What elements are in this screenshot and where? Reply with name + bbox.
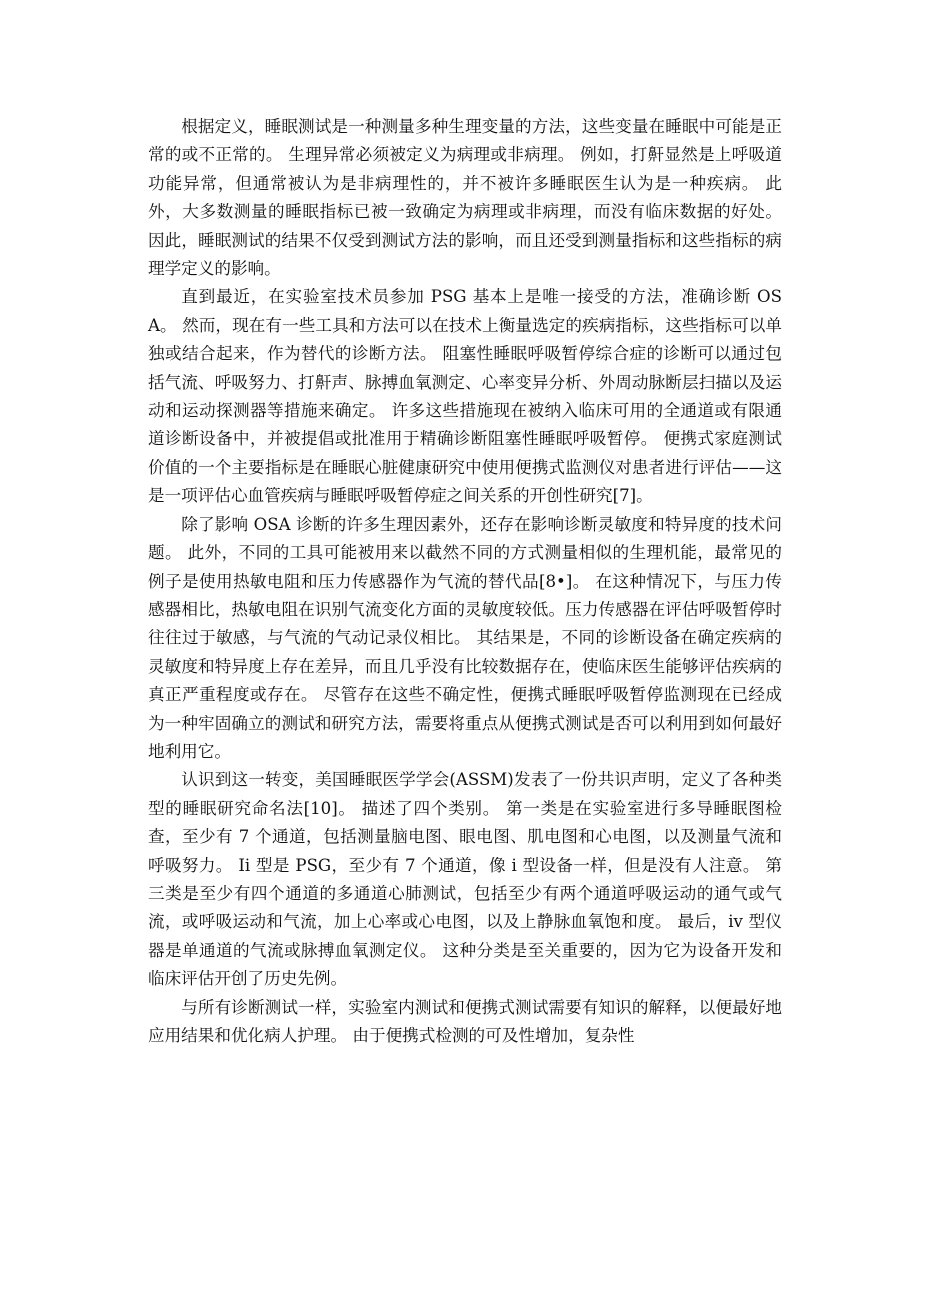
paragraph-5: 与所有诊断测试一样，实验室内测试和便携式测试需要有知识的解释，以便最好地应用结果和优化病人护理。 由于便携式检测的可及性增加，复杂性 bbox=[148, 997, 782, 1045]
paragraph-4: 认识到这一转变，美国睡眠医学学会(ASSM)发表了一份共识声明，定义了各种类型的睡眠研究命名法[10]。 描述了四个类别。 第一类是在实验室进行多导睡眠图检查，至少有 7 个通道，包括测量脑电图、眼电图、肌电图和心电图，以及测量气流和呼吸努力。 Ii 型是 PSG，至少有 7 个通道，像 i 型设备一样，但是没有人注意。 第三类是至少有四个通道的多通道心肺测试，包括至少有两个通道呼吸运动的通气或气流，或呼吸运动和气流，加上心率或心电图，以及上静脉血氧饱和度。 最后，iv 型仪器是单通道的气流或脉搏血氧测定仪。 这种分类是至关重要的，因为它为设备开发和临床评估开创了历史先例。 bbox=[148, 770, 782, 989]
document-body bbox=[148, 113, 782, 1050]
paragraph-1: 根据定义，睡眠测试是一种测量多种生理变量的方法，这些变量在睡眠中可能是正常的或不正常的。 生理异常必须被定义为病理或非病理。 例如，打鼾显然是上呼吸道功能异常，但通常被认为是非病理性的，并不被许多睡眠医生认为是一种疾病。 此外，大多数测量的睡眠指标已被一致确定为病理或非病理，而没有临床数据的好处。 因此，睡眠测试的结果不仅受到测试方法的影响，而且还受到测量指标和这些指标的病理学定义的影响。 bbox=[148, 117, 782, 279]
paragraph-3: 除了影响 OSA 诊断的许多生理因素外，还存在影响诊断灵敏度和特异度的技术问题。 此外，不同的工具可能被用来以截然不同的方式测量相似的生理机能，最常见的例子是使用热敏电阻和压力传感器作为气流的替代品[8•]。 在这种情况下，与压力传感器相比，热敏电阻在识别气流变化方面的灵敏度较低。压力传感器在评估呼吸暂停时往往过于敏感，与气流的气动记录仪相比。 其结果是，不同的诊断设备在确定疾病的灵敏度和特异度上存在差异，而且几乎没有比较数据存在，使临床医生能够评估疾病的真正严重程度或存在。 尽管存在这些不确定性，便携式睡眠呼吸暂停监测现在已经成为一种牢固确立的测试和研究方法，需要将重点从便携式测试是否可以利用到如何最好地利用它。 bbox=[148, 514, 782, 761]
paragraph-2: 直到最近，在实验室技术员参加 PSG 基本上是唯一接受的方法，准确诊断 OSA。 然而，现在有一些工具和方法可以在技术上衡量选定的疾病指标，这些指标可以单独或结合起来，作为替代的诊断方法。 阻塞性睡眠呼吸暂停综合症的诊断可以通过包括气流、呼吸努力、打鼾声、脉搏血氧测定、心率变异分析、外周动脉断层扫描以及运动和运动探测器等措施来确定。 许多这些措施现在被纳入临床可用的全通道或有限通道诊断设备中，并被提倡或批准用于精确诊断阻塞性睡眠呼吸暂停。 便携式家庭测试价值的一个主要指标是在睡眠心脏健康研究中使用便携式监测仪对患者进行评估——这是一项评估心血管疾病与睡眠呼吸暂停症之间关系的开创性研究[7]。 bbox=[148, 287, 782, 506]
